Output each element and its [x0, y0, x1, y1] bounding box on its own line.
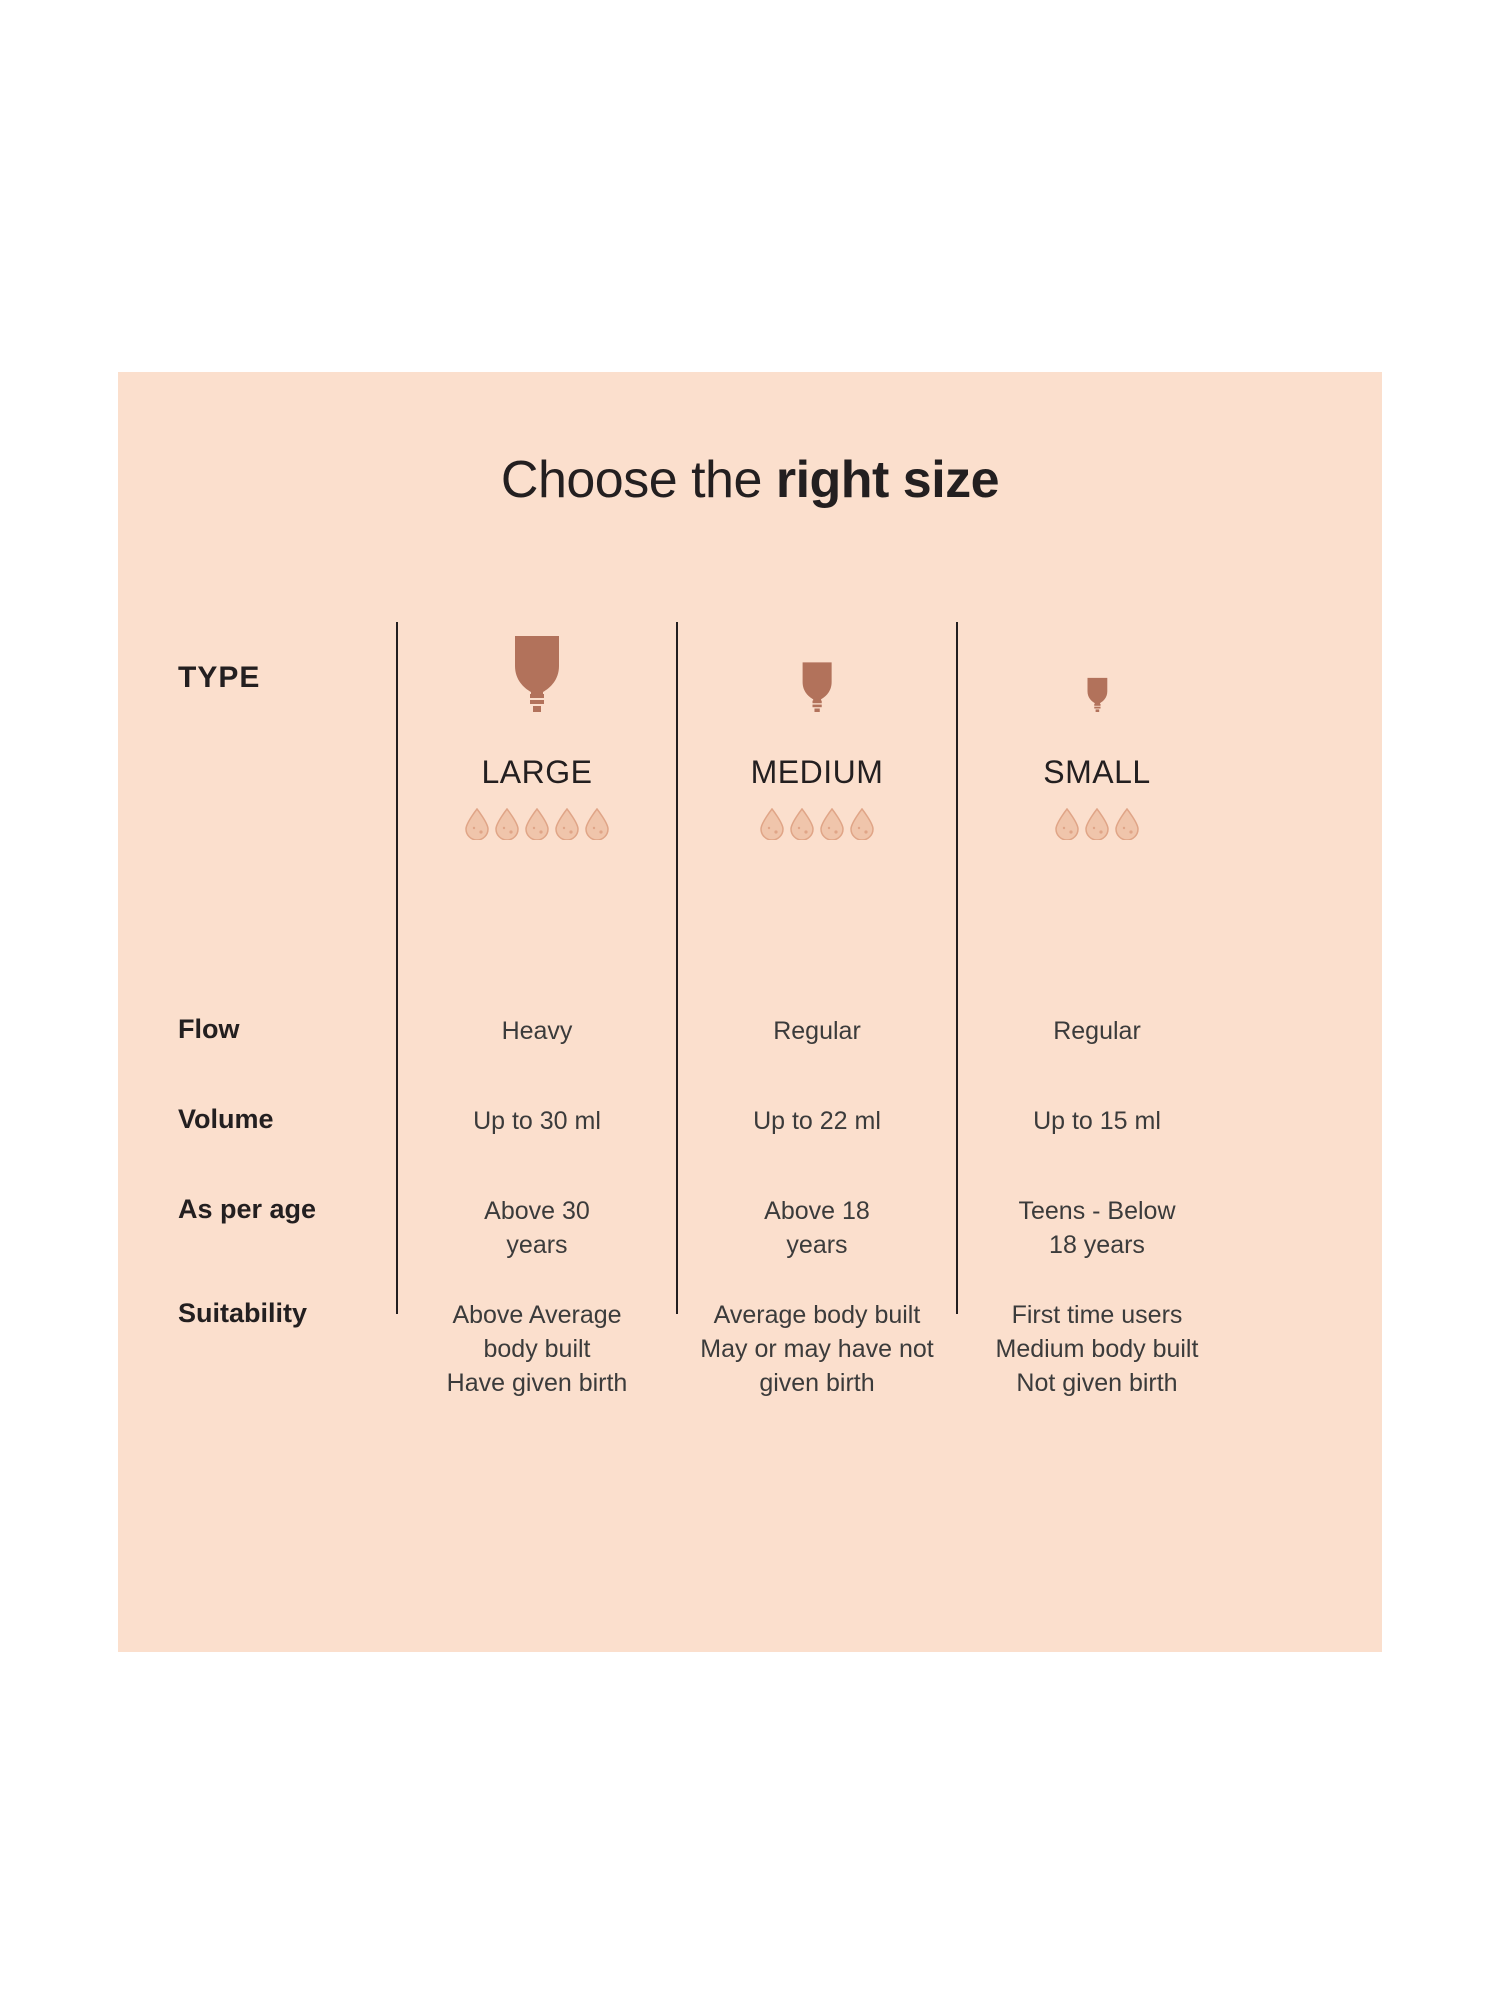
size-column-medium [678, 622, 956, 1397]
cell-suitability-small: First time users Medium body built Not given birth [995, 1301, 1199, 1397]
menstrual-cup-large-icon [398, 642, 676, 712]
cell-suitability-medium: Average body built May or may have not given birth [700, 1301, 934, 1397]
size-name-medium: MEDIUM [750, 754, 884, 790]
cell-flow-large: Heavy [501, 1017, 573, 1045]
cell-age-small: Teens - Below 18 years [1018, 1197, 1176, 1259]
cell-volume-small: Up to 15 ml [1033, 1107, 1161, 1135]
row-label-suitability: Suitability [178, 1298, 308, 1328]
cell-suitability-large: Above Average body built Have given birth [446, 1301, 628, 1397]
size-column-large [398, 622, 676, 1397]
title-plain: Choose the [500, 451, 776, 509]
size-name-large: LARGE [481, 754, 593, 790]
title-bold: right size [775, 451, 1000, 509]
size-comparison-table [118, 372, 1382, 1652]
cell-flow-medium: Regular [773, 1017, 861, 1045]
row-label-age: As per age [178, 1194, 317, 1224]
cell-flow-small: Regular [1053, 1017, 1141, 1045]
cell-volume-large: Up to 30 ml [473, 1107, 601, 1135]
menstrual-cup-small-icon [958, 642, 1236, 712]
cell-volume-medium: Up to 22 ml [753, 1107, 881, 1135]
flow-drops-medium [678, 807, 956, 841]
flow-drops-small [958, 807, 1236, 841]
size-column-small [958, 622, 1236, 1397]
cell-age-medium: Above 18 years [764, 1197, 870, 1259]
row-label-volume: Volume [178, 1104, 274, 1134]
flow-drops-large [398, 807, 676, 841]
size-guide-card [118, 372, 1382, 1652]
row-label-flow: Flow [178, 1014, 240, 1044]
row-label-type: TYPE [178, 661, 261, 694]
menstrual-cup-medium-icon [678, 642, 956, 712]
size-name-small: SMALL [1043, 754, 1151, 790]
cell-age-large: Above 30 years [484, 1197, 590, 1259]
